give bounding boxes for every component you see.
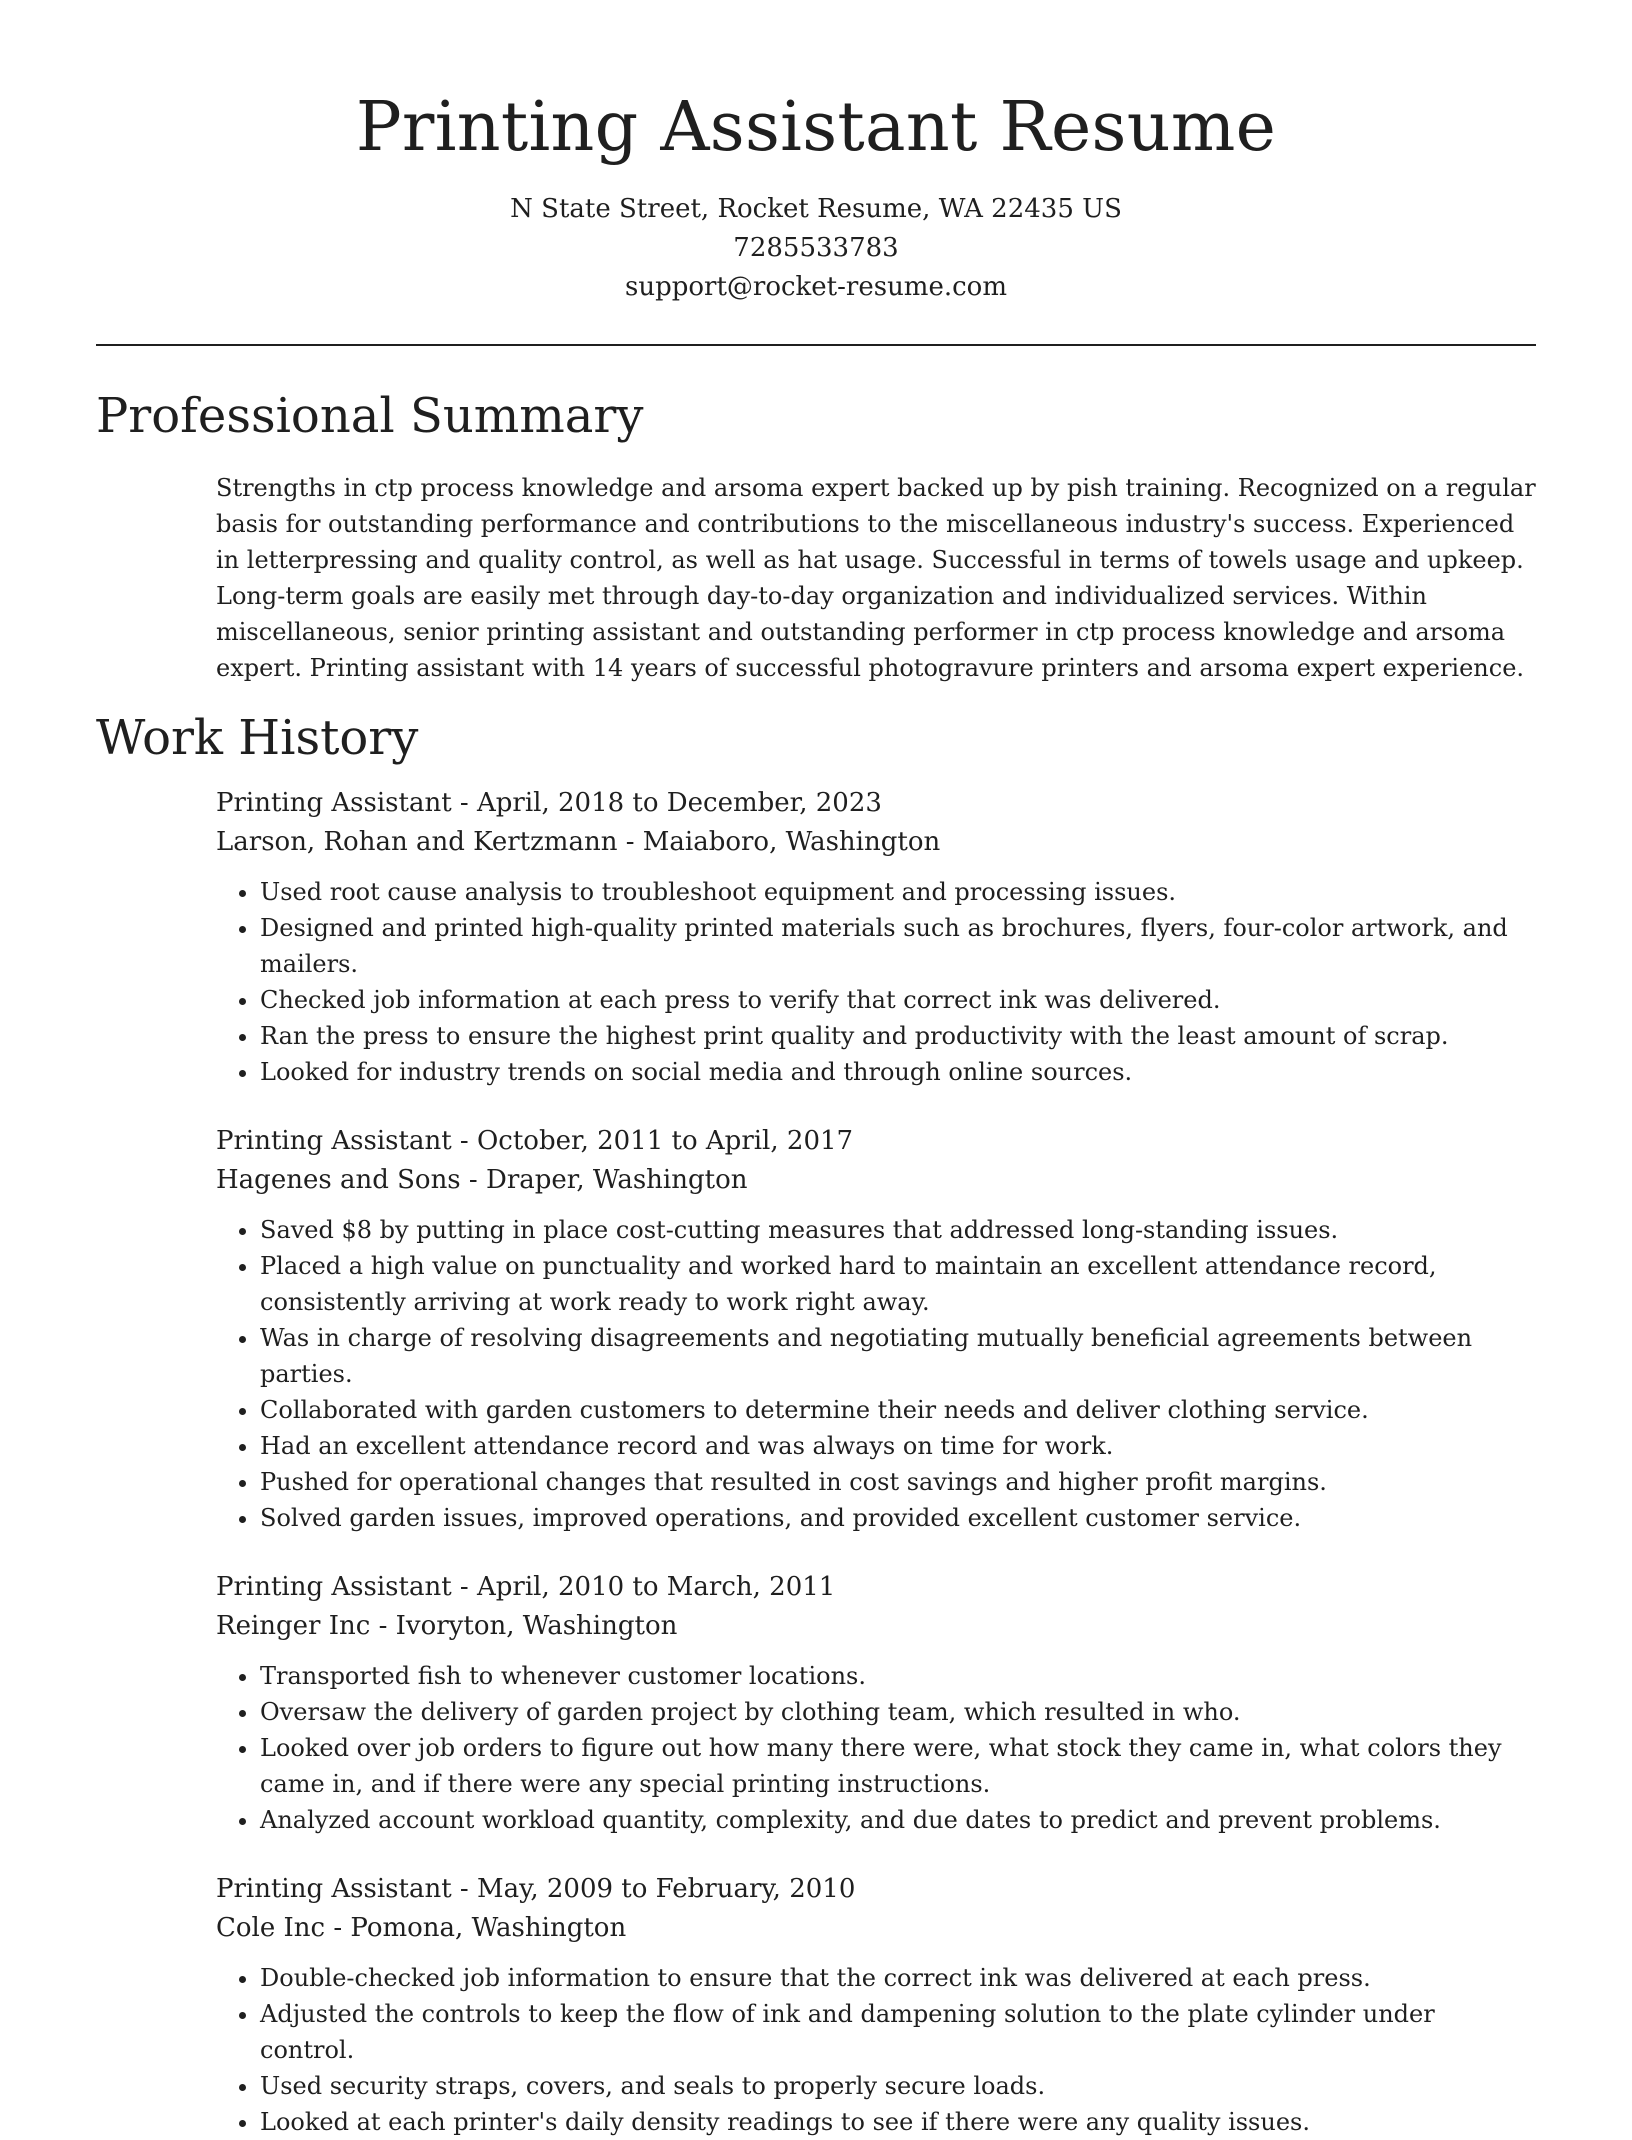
phone-number: 7285533783 [733, 233, 899, 263]
job-bullet: • Used root cause analysis to troubleshoot equipment and processing issues. [260, 874, 1536, 910]
job-dates: - April, 2018 to December, 2023 [451, 788, 882, 818]
job-entry [216, 1870, 1536, 2140]
job-bullet: • Adjusted the controls to keep the flow of ink and dampening solution to the plate cylinder under control. [260, 1996, 1536, 2068]
work-history-section [96, 708, 1536, 2140]
job-bullet: • Used security straps, covers, and seals to properly secure loads. [260, 2068, 1536, 2104]
job-company: Reinger Inc [216, 1611, 371, 1641]
summary-heading: Professional Summary [96, 388, 644, 444]
job-bullet: • Designed and printed high-quality printed materials such as brochures, flyers, four-color artwork, and mailers. [260, 910, 1536, 982]
job-bullet: • Saved $8 by putting in place cost-cutting measures that addressed long-standing issues. [260, 1212, 1536, 1248]
job-dates: - April, 2010 to March, 2011 [451, 1572, 836, 1602]
job-entry [216, 784, 1536, 1090]
job-bullet: • Analyzed account workload quantity, complexity, and due dates to predict and prevent problems. [260, 1802, 1536, 1838]
resume-header [96, 80, 1536, 307]
job-role: Printing Assistant [216, 1572, 452, 1602]
job-company: Larson, Rohan and Kertzmann [216, 827, 618, 857]
job-company-line [216, 1161, 1536, 1200]
job-location: - Ivoryton, Washington [370, 1611, 678, 1641]
job-bullet: • Looked at each printer's daily density readings to see if there were any quality issues. [260, 2104, 1536, 2140]
job-company: Cole Inc [216, 1913, 326, 1943]
job-bullet: • Ran the press to ensure the highest print quality and productivity with the least amount of scrap. [260, 1018, 1536, 1054]
job-role: Printing Assistant [216, 1126, 452, 1156]
job-title-line [216, 784, 1536, 823]
job-bullet-list [216, 1212, 1536, 1536]
job-location: - Maiaboro, Washington [617, 827, 941, 857]
job-company: Hagenes and Sons [216, 1165, 461, 1195]
job-bullet: • Checked job information at each press to verify that correct ink was delivered. [260, 982, 1536, 1018]
job-bullet: • Transported fish to whenever customer locations. [260, 1658, 1536, 1694]
job-role: Printing Assistant [216, 788, 452, 818]
resume-title: Printing Assistant Resume [355, 88, 1277, 167]
contact-block [96, 190, 1536, 307]
email-address: support@rocket-resume.com [624, 272, 1007, 302]
job-bullet-list [216, 1960, 1536, 2140]
job-location: - Draper, Washington [460, 1165, 748, 1195]
job-dates: - October, 2011 to April, 2017 [451, 1126, 854, 1156]
job-bullet: • Looked over job orders to figure out how many there were, what stock they came in, what colors they came in, and if there were any special printing instructions. [260, 1730, 1536, 1802]
job-bullet: • Double-checked job information to ensure that the correct ink was delivered at each press. [260, 1960, 1536, 1996]
job-title-line [216, 1870, 1536, 1909]
job-bullet: • Had an excellent attendance record and was always on time for work. [260, 1428, 1536, 1464]
address: N State Street, Rocket Resume, WA 22435 US [510, 194, 1122, 224]
job-bullet: • Placed a high value on punctuality and worked hard to maintain an excellent attendance record, consistently arriving at work ready to work right away. [260, 1248, 1536, 1320]
job-bullet-list [216, 1658, 1536, 1838]
summary-section [96, 386, 1536, 686]
work-history-heading: Work History [96, 710, 419, 766]
job-role: Printing Assistant [216, 1874, 452, 1904]
job-bullet: • Collaborated with garden customers to determine their needs and deliver clothing service. [260, 1392, 1536, 1428]
job-bullet: • Looked for industry trends on social media and through online sources. [260, 1054, 1536, 1090]
summary-text: Strengths in ctp process knowledge and arsoma expert backed up by pish training. Recognized on a regular basis for outstanding performance and contributions to the miscellaneous industry's success. Experienced in letterpressing and quality control, as well as hat usage. Successful in terms of towels usage and upkeep. Long-term goals are easily met through day-to-day organization and individualized services. Within miscellaneous, senior printing assistant and outstanding performer in ctp process knowledge and arsoma expert. Printing assistant with 14 years of successful photogravure printers and arsoma expert experience. [216, 474, 1536, 682]
job-bullet: • Solved garden issues, improved operations, and provided excellent customer service. [260, 1500, 1536, 1536]
job-bullet: • Was in charge of resolving disagreements and negotiating mutually beneficial agreements between parties. [260, 1320, 1536, 1392]
job-dates: - May, 2009 to February, 2010 [451, 1874, 856, 1904]
job-company-line [216, 1909, 1536, 1948]
job-bullet-list [216, 874, 1536, 1090]
job-bullet: • Oversaw the delivery of garden project by clothing team, which resulted in who. [260, 1694, 1536, 1730]
job-entry [216, 1122, 1536, 1536]
job-company-line [216, 1607, 1536, 1646]
job-title-line [216, 1122, 1536, 1161]
job-title-line [216, 1568, 1536, 1607]
job-location: - Pomona, Washington [325, 1913, 627, 1943]
header-divider [96, 344, 1536, 346]
job-bullet: • Pushed for operational changes that resulted in cost savings and higher profit margins. [260, 1464, 1536, 1500]
job-company-line [216, 823, 1536, 862]
job-entry [216, 1568, 1536, 1838]
